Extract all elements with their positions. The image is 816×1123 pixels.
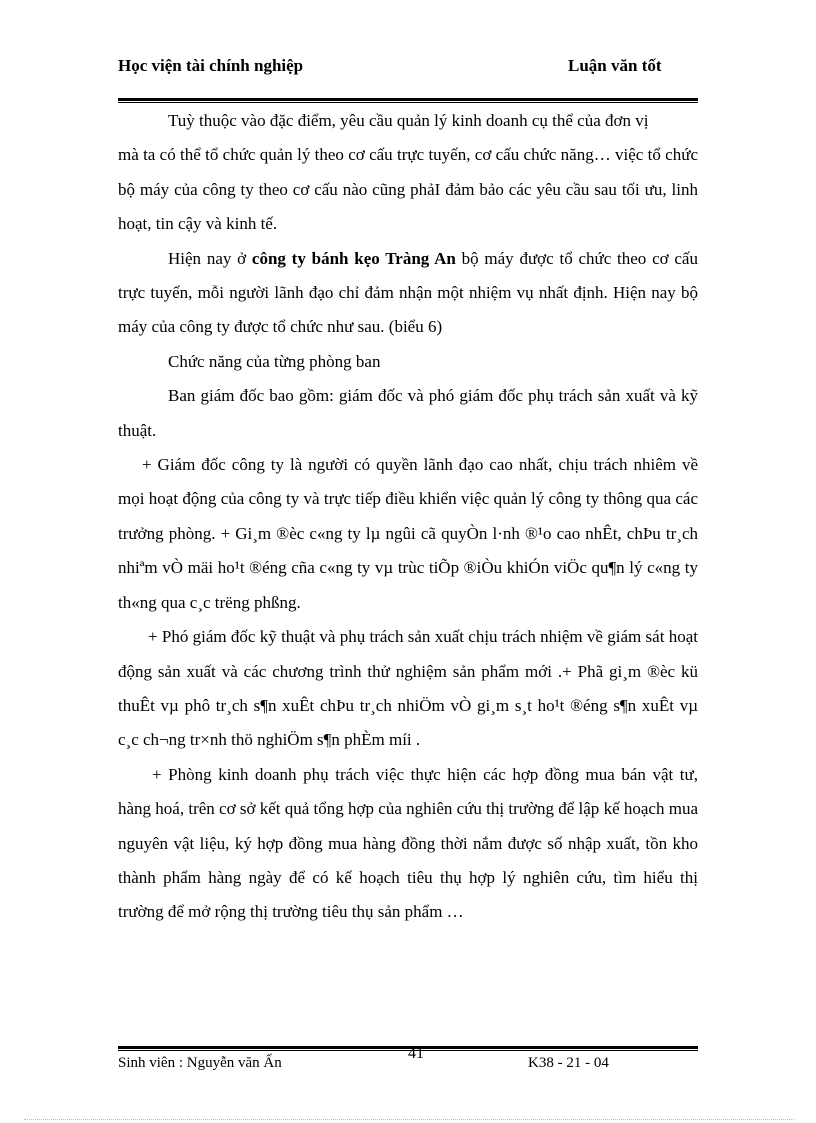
paragraph-7: + Phó giám đốc kỹ thuật và phụ trách sản xuất chịu trách nhiệm về giám sát hoạt động sản xuất và các chương trình thử nghiệm sản phẩm mới .+ Phã gi¸m ®èc kü thuÊt vµ phô tr¸ch s¶n xuÊt chÞu tr¸ch nhiÖm vÒ gi¸m s¸t ho¹t ®éng s¶n xuÊt vµ c¸c ch¬ng tr×nh thö nghiÖm s¶n phÈm míi . — [118, 627, 698, 750]
paragraph-3 — [118, 242, 698, 345]
paragraph-6: + Giám đốc công ty là người có quyền lãnh đạo cao nhất, chịu trách nhiêm về mọi hoạt động của công ty và trực tiếp điều khiển việc quản lý công ty thông qua các trưởng phòng. + Gi¸m ®èc c«ng ty lµ ngûi cã quyÒn l·nh ®¹o cao nhÊt, chÞu tr¸ch nhiªm vÒ mäi ho¹t ®éng cña c«ng ty vµ trùc tiÕp ®iÒu khiÓn viÖc qu¶n lý c«ng ty th«ng qua c¸c trëng phßng. — [118, 455, 698, 612]
header-school-name: Học viện tài chính nghiệp — [118, 56, 304, 75]
footer-class-code: K38 - 21 - 04 — [528, 1055, 609, 1071]
paragraph-4: Chức năng của từng phòng ban — [168, 351, 381, 371]
paragraph-2: mà ta có thể tổ chức quản lý theo cơ cấu trực tuyến, cơ cấu chức năng… việc tổ chức bộ máy của công ty theo cơ cấu nào cũng phảI đảm bảo các yêu cầu sau tối ưu, linh hoạt, tin cậy và kinh tế. — [118, 145, 698, 234]
paragraph-1: Tuỳ thuộc vào đặc điểm, yêu cầu quản lý kinh doanh cụ thể của đơn vị — [168, 111, 649, 130]
header-thesis-title: Luận văn tốt — [568, 56, 662, 75]
body-text — [118, 104, 698, 930]
header-rule-thin — [118, 102, 698, 103]
paragraph-5: Ban giám đốc bao gồm: giám đốc và phó giám đốc phụ trách sản xuất và kỹ thuật. — [118, 386, 698, 440]
footer-student-name: Sinh viên : Nguyễn văn Ấn — [118, 1055, 282, 1071]
page-number: 41 — [408, 1045, 424, 1062]
page-edge — [24, 1119, 794, 1120]
header-rule-thick — [118, 98, 698, 101]
company-name: công ty bánh kẹo Tràng An — [251, 248, 456, 268]
paragraph-8: + Phòng kinh doanh phụ trách việc thực hiện các hợp đồng mua bán vật tư, hàng hoá, trên cơ sở kết quả tổng hợp của nghiên cứu thị trường để lập kế hoạch mua nguyên vật liệu, ký hợp đồng mua hàng đồng thời nắm được số nhập xuất, tồn kho thành phẩm hàng ngày để có kế hoạch tiêu thụ hợp lý nghiên cứu, tìm hiểu thị trường để mở rộng thị trường tiêu thụ sản phẩm … — [118, 764, 698, 922]
paragraph-3-start: Hiện nay ở — [168, 248, 252, 268]
paragraph-3-end: bộ máy được tổ chức theo cơ cấu trực tuyến, mỗi người lãnh đạo chỉ đảm nhận một nhiệm vụ nhất định. Hiện nay bộ máy của công ty được tổ chức như sau. (biểu 6) — [118, 248, 698, 337]
